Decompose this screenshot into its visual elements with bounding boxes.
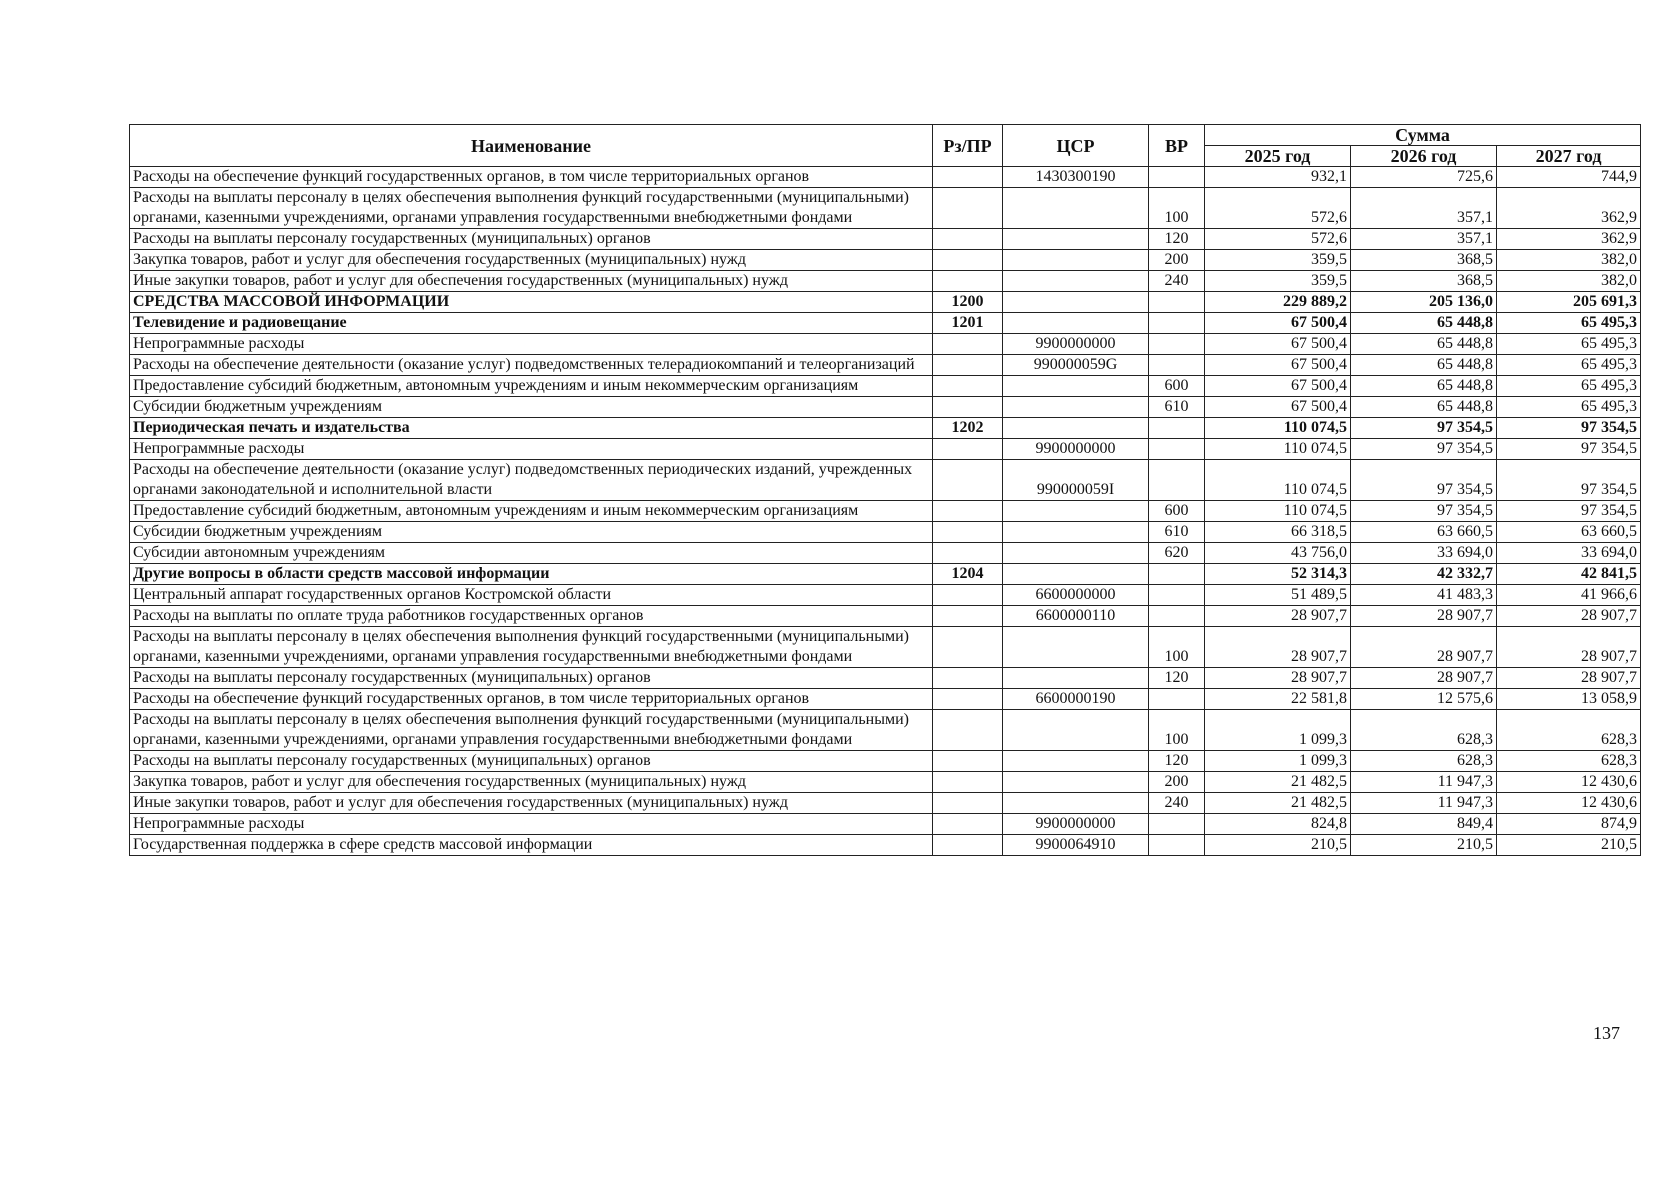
row-amount-2027: 13 058,9 — [1497, 689, 1641, 710]
row-rzpr — [933, 543, 1003, 564]
row-vr: 100 — [1149, 710, 1205, 751]
row-name: Центральный аппарат государственных органов Костромской области — [130, 585, 933, 606]
table-row — [130, 460, 1641, 501]
row-amount-2025: 67 500,4 — [1205, 313, 1351, 334]
row-amount-2026: 42 332,7 — [1351, 564, 1497, 585]
row-amount-2025: 572,6 — [1205, 229, 1351, 250]
row-amount-2025: 110 074,5 — [1205, 501, 1351, 522]
row-vr: 120 — [1149, 229, 1205, 250]
row-rzpr — [933, 772, 1003, 793]
row-csr — [1003, 522, 1149, 543]
row-amount-2026: 725,6 — [1351, 167, 1497, 188]
row-name: Иные закупки товаров, работ и услуг для обеспечения государственных (муниципальных) нужд — [130, 793, 933, 814]
row-name: Расходы на выплаты персоналу в целях обеспечения выполнения функций государственными (муниципальными) органами, казенными учреждениями, органами управления государственными внебюджетными фондами — [130, 710, 933, 751]
row-amount-2026: 628,3 — [1351, 710, 1497, 751]
row-rzpr — [933, 627, 1003, 668]
row-csr — [1003, 271, 1149, 292]
row-csr — [1003, 501, 1149, 522]
table-row — [130, 772, 1641, 793]
row-amount-2027: 65 495,3 — [1497, 376, 1641, 397]
row-amount-2025: 43 756,0 — [1205, 543, 1351, 564]
row-rzpr — [933, 814, 1003, 835]
row-rzpr — [933, 334, 1003, 355]
table-row — [130, 627, 1641, 668]
row-vr: 120 — [1149, 668, 1205, 689]
row-amount-2025: 932,1 — [1205, 167, 1351, 188]
row-vr — [1149, 835, 1205, 856]
row-amount-2026: 368,5 — [1351, 271, 1497, 292]
row-vr — [1149, 564, 1205, 585]
table-section-row — [130, 313, 1641, 334]
row-amount-2026: 849,4 — [1351, 814, 1497, 835]
row-csr: 6600000190 — [1003, 689, 1149, 710]
row-name: Субсидии бюджетным учреждениям — [130, 522, 933, 543]
row-amount-2025: 229 889,2 — [1205, 292, 1351, 313]
row-csr — [1003, 376, 1149, 397]
row-rzpr — [933, 188, 1003, 229]
row-amount-2025: 359,5 — [1205, 271, 1351, 292]
row-amount-2027: 28 907,7 — [1497, 606, 1641, 627]
table-row — [130, 271, 1641, 292]
row-amount-2025: 66 318,5 — [1205, 522, 1351, 543]
row-rzpr — [933, 793, 1003, 814]
row-vr: 620 — [1149, 543, 1205, 564]
table-section-row — [130, 418, 1641, 439]
row-rzpr — [933, 710, 1003, 751]
row-amount-2025: 110 074,5 — [1205, 460, 1351, 501]
budget-sheet — [129, 124, 1638, 856]
row-rzpr — [933, 751, 1003, 772]
row-amount-2026: 357,1 — [1351, 188, 1497, 229]
header-sum: Сумма — [1205, 125, 1641, 146]
table-row — [130, 334, 1641, 355]
row-csr — [1003, 229, 1149, 250]
row-csr: 990000059G — [1003, 355, 1149, 376]
row-amount-2026: 63 660,5 — [1351, 522, 1497, 543]
row-amount-2026: 205 136,0 — [1351, 292, 1497, 313]
page-number: 137 — [1593, 1023, 1620, 1043]
row-name: Расходы на выплаты персоналу государственных (муниципальных) органов — [130, 229, 933, 250]
row-rzpr: 1201 — [933, 313, 1003, 334]
row-name: Непрограммные расходы — [130, 334, 933, 355]
row-vr: 120 — [1149, 751, 1205, 772]
row-name: Закупка товаров, работ и услуг для обеспечения государственных (муниципальных) нужд — [130, 250, 933, 271]
row-rzpr — [933, 376, 1003, 397]
header-year-2025: 2025 год — [1205, 146, 1351, 167]
row-amount-2026: 65 448,8 — [1351, 313, 1497, 334]
row-vr — [1149, 292, 1205, 313]
row-name: Расходы на выплаты персоналу государственных (муниципальных) органов — [130, 751, 933, 772]
row-csr — [1003, 418, 1149, 439]
row-name: Иные закупки товаров, работ и услуг для обеспечения государственных (муниципальных) нужд — [130, 271, 933, 292]
row-vr: 240 — [1149, 271, 1205, 292]
row-csr — [1003, 250, 1149, 271]
row-amount-2025: 52 314,3 — [1205, 564, 1351, 585]
row-amount-2027: 362,9 — [1497, 229, 1641, 250]
row-rzpr — [933, 585, 1003, 606]
row-amount-2027: 210,5 — [1497, 835, 1641, 856]
row-amount-2027: 41 966,6 — [1497, 585, 1641, 606]
row-rzpr — [933, 606, 1003, 627]
row-rzpr — [933, 835, 1003, 856]
row-amount-2027: 12 430,6 — [1497, 772, 1641, 793]
table-row — [130, 376, 1641, 397]
row-amount-2027: 97 354,5 — [1497, 418, 1641, 439]
row-vr — [1149, 460, 1205, 501]
row-amount-2027: 205 691,3 — [1497, 292, 1641, 313]
row-amount-2027: 97 354,5 — [1497, 501, 1641, 522]
row-rzpr — [933, 271, 1003, 292]
row-amount-2027: 65 495,3 — [1497, 334, 1641, 355]
table-row — [130, 397, 1641, 418]
row-vr: 100 — [1149, 188, 1205, 229]
row-name: Расходы на выплаты персоналу государственных (муниципальных) органов — [130, 668, 933, 689]
table-row — [130, 793, 1641, 814]
row-name: СРЕДСТВА МАССОВОЙ ИНФОРМАЦИИ — [130, 292, 933, 313]
row-csr: 990000059I — [1003, 460, 1149, 501]
row-amount-2025: 22 581,8 — [1205, 689, 1351, 710]
row-rzpr — [933, 250, 1003, 271]
row-name: Расходы на обеспечение деятельности (оказание услуг) подведомственных периодических изданий, учрежденных органами законодательной и исполнительной власти — [130, 460, 933, 501]
row-name: Непрограммные расходы — [130, 814, 933, 835]
row-rzpr — [933, 355, 1003, 376]
row-amount-2026: 12 575,6 — [1351, 689, 1497, 710]
row-amount-2027: 28 907,7 — [1497, 668, 1641, 689]
row-amount-2026: 97 354,5 — [1351, 501, 1497, 522]
row-name: Расходы на выплаты персоналу в целях обеспечения выполнения функций государственными (муниципальными) органами, казенными учреждениями, органами управления государственными внебюджетными фондами — [130, 627, 933, 668]
row-amount-2026: 210,5 — [1351, 835, 1497, 856]
row-name: Периодическая печать и издательства — [130, 418, 933, 439]
row-name: Субсидии автономным учреждениям — [130, 543, 933, 564]
row-rzpr — [933, 167, 1003, 188]
row-rzpr — [933, 668, 1003, 689]
row-rzpr — [933, 501, 1003, 522]
row-vr: 200 — [1149, 772, 1205, 793]
row-amount-2026: 65 448,8 — [1351, 397, 1497, 418]
row-name: Предоставление субсидий бюджетным, автономным учреждениям и иным некоммерческим организациям — [130, 501, 933, 522]
table-row — [130, 543, 1641, 564]
row-vr — [1149, 334, 1205, 355]
row-vr: 610 — [1149, 522, 1205, 543]
row-amount-2025: 28 907,7 — [1205, 668, 1351, 689]
row-rzpr: 1200 — [933, 292, 1003, 313]
row-amount-2026: 65 448,8 — [1351, 376, 1497, 397]
row-rzpr: 1204 — [933, 564, 1003, 585]
header-csr: ЦСР — [1003, 125, 1149, 167]
row-csr — [1003, 543, 1149, 564]
row-amount-2027: 12 430,6 — [1497, 793, 1641, 814]
header-year-2026: 2026 год — [1351, 146, 1497, 167]
row-amount-2027: 628,3 — [1497, 710, 1641, 751]
row-amount-2025: 1 099,3 — [1205, 751, 1351, 772]
row-vr — [1149, 313, 1205, 334]
row-name: Телевидение и радиовещание — [130, 313, 933, 334]
row-csr: 9900000000 — [1003, 814, 1149, 835]
budget-table — [129, 124, 1641, 856]
row-amount-2026: 368,5 — [1351, 250, 1497, 271]
row-amount-2026: 628,3 — [1351, 751, 1497, 772]
row-csr — [1003, 564, 1149, 585]
row-name: Государственная поддержка в сфере средств массовой информации — [130, 835, 933, 856]
row-csr — [1003, 397, 1149, 418]
row-amount-2026: 33 694,0 — [1351, 543, 1497, 564]
row-csr: 6600000000 — [1003, 585, 1149, 606]
table-row — [130, 814, 1641, 835]
row-amount-2026: 65 448,8 — [1351, 355, 1497, 376]
row-vr — [1149, 418, 1205, 439]
row-amount-2025: 67 500,4 — [1205, 376, 1351, 397]
row-name: Расходы на обеспечение функций государственных органов, в том числе территориальных органов — [130, 167, 933, 188]
row-name: Расходы на выплаты персоналу в целях обеспечения выполнения функций государственными (муниципальными) органами, казенными учреждениями, органами управления государственными внебюджетными фондами — [130, 188, 933, 229]
row-amount-2026: 357,1 — [1351, 229, 1497, 250]
row-name: Другие вопросы в области средств массовой информации — [130, 564, 933, 585]
table-row — [130, 835, 1641, 856]
row-amount-2025: 110 074,5 — [1205, 418, 1351, 439]
table-row — [130, 355, 1641, 376]
table-row — [130, 751, 1641, 772]
row-amount-2027: 65 495,3 — [1497, 397, 1641, 418]
row-amount-2026: 41 483,3 — [1351, 585, 1497, 606]
row-amount-2026: 97 354,5 — [1351, 460, 1497, 501]
row-amount-2027: 65 495,3 — [1497, 313, 1641, 334]
table-row — [130, 188, 1641, 229]
row-amount-2025: 824,8 — [1205, 814, 1351, 835]
row-amount-2027: 874,9 — [1497, 814, 1641, 835]
row-amount-2026: 28 907,7 — [1351, 606, 1497, 627]
row-csr — [1003, 772, 1149, 793]
row-amount-2027: 97 354,5 — [1497, 439, 1641, 460]
row-amount-2027: 28 907,7 — [1497, 627, 1641, 668]
table-row — [130, 585, 1641, 606]
row-vr — [1149, 585, 1205, 606]
header-name: Наименование — [130, 125, 933, 167]
row-csr — [1003, 627, 1149, 668]
row-amount-2027: 382,0 — [1497, 271, 1641, 292]
row-csr — [1003, 313, 1149, 334]
table-row — [130, 689, 1641, 710]
row-rzpr — [933, 229, 1003, 250]
table-row — [130, 439, 1641, 460]
header-vr: ВР — [1149, 125, 1205, 167]
row-amount-2027: 42 841,5 — [1497, 564, 1641, 585]
row-amount-2027: 97 354,5 — [1497, 460, 1641, 501]
row-amount-2026: 28 907,7 — [1351, 627, 1497, 668]
row-amount-2026: 11 947,3 — [1351, 772, 1497, 793]
row-csr — [1003, 292, 1149, 313]
row-csr: 6600000110 — [1003, 606, 1149, 627]
row-vr: 240 — [1149, 793, 1205, 814]
row-csr — [1003, 188, 1149, 229]
row-name: Предоставление субсидий бюджетным, автономным учреждениям и иным некоммерческим организациям — [130, 376, 933, 397]
row-name: Расходы на обеспечение функций государственных органов, в том числе территориальных органов — [130, 689, 933, 710]
row-name: Субсидии бюджетным учреждениям — [130, 397, 933, 418]
row-amount-2025: 67 500,4 — [1205, 334, 1351, 355]
table-row — [130, 250, 1641, 271]
row-amount-2026: 97 354,5 — [1351, 418, 1497, 439]
row-amount-2026: 11 947,3 — [1351, 793, 1497, 814]
row-amount-2027: 362,9 — [1497, 188, 1641, 229]
table-row — [130, 522, 1641, 543]
table-section-row — [130, 292, 1641, 313]
row-amount-2025: 572,6 — [1205, 188, 1351, 229]
row-name: Закупка товаров, работ и услуг для обеспечения государственных (муниципальных) нужд — [130, 772, 933, 793]
row-amount-2025: 359,5 — [1205, 250, 1351, 271]
row-amount-2025: 21 482,5 — [1205, 772, 1351, 793]
row-amount-2027: 63 660,5 — [1497, 522, 1641, 543]
row-rzpr — [933, 522, 1003, 543]
row-amount-2026: 97 354,5 — [1351, 439, 1497, 460]
table-section-row — [130, 564, 1641, 585]
row-amount-2025: 1 099,3 — [1205, 710, 1351, 751]
row-csr: 9900000000 — [1003, 334, 1149, 355]
table-row — [130, 229, 1641, 250]
row-name: Непрограммные расходы — [130, 439, 933, 460]
row-amount-2025: 210,5 — [1205, 835, 1351, 856]
row-amount-2027: 382,0 — [1497, 250, 1641, 271]
row-vr — [1149, 355, 1205, 376]
budget-table-body — [130, 167, 1641, 856]
table-row — [130, 501, 1641, 522]
row-amount-2027: 744,9 — [1497, 167, 1641, 188]
row-csr — [1003, 793, 1149, 814]
table-row — [130, 668, 1641, 689]
table-row — [130, 710, 1641, 751]
row-amount-2025: 51 489,5 — [1205, 585, 1351, 606]
row-vr: 600 — [1149, 501, 1205, 522]
row-vr: 200 — [1149, 250, 1205, 271]
row-amount-2026: 28 907,7 — [1351, 668, 1497, 689]
row-amount-2025: 21 482,5 — [1205, 793, 1351, 814]
row-amount-2025: 28 907,7 — [1205, 606, 1351, 627]
row-vr — [1149, 814, 1205, 835]
row-vr: 610 — [1149, 397, 1205, 418]
row-vr: 100 — [1149, 627, 1205, 668]
row-amount-2027: 33 694,0 — [1497, 543, 1641, 564]
row-csr — [1003, 751, 1149, 772]
row-rzpr — [933, 439, 1003, 460]
row-name: Расходы на выплаты по оплате труда работников государственных органов — [130, 606, 933, 627]
row-csr: 9900064910 — [1003, 835, 1149, 856]
row-csr — [1003, 710, 1149, 751]
row-vr — [1149, 167, 1205, 188]
row-rzpr: 1202 — [933, 418, 1003, 439]
header-year-2027: 2027 год — [1497, 146, 1641, 167]
row-rzpr — [933, 460, 1003, 501]
row-csr — [1003, 668, 1149, 689]
row-vr — [1149, 439, 1205, 460]
row-csr: 1430300190 — [1003, 167, 1149, 188]
row-vr — [1149, 606, 1205, 627]
row-amount-2027: 628,3 — [1497, 751, 1641, 772]
row-rzpr — [933, 397, 1003, 418]
row-amount-2025: 67 500,4 — [1205, 397, 1351, 418]
header-rzpr: Рз/ПР — [933, 125, 1003, 167]
row-vr — [1149, 689, 1205, 710]
table-row — [130, 167, 1641, 188]
row-csr: 9900000000 — [1003, 439, 1149, 460]
row-amount-2025: 28 907,7 — [1205, 627, 1351, 668]
row-name: Расходы на обеспечение деятельности (оказание услуг) подведомственных телерадиокомпаний и телеорганизаций — [130, 355, 933, 376]
row-amount-2025: 110 074,5 — [1205, 439, 1351, 460]
row-amount-2027: 65 495,3 — [1497, 355, 1641, 376]
row-rzpr — [933, 689, 1003, 710]
row-vr: 600 — [1149, 376, 1205, 397]
row-amount-2025: 67 500,4 — [1205, 355, 1351, 376]
table-row — [130, 606, 1641, 627]
row-amount-2026: 65 448,8 — [1351, 334, 1497, 355]
